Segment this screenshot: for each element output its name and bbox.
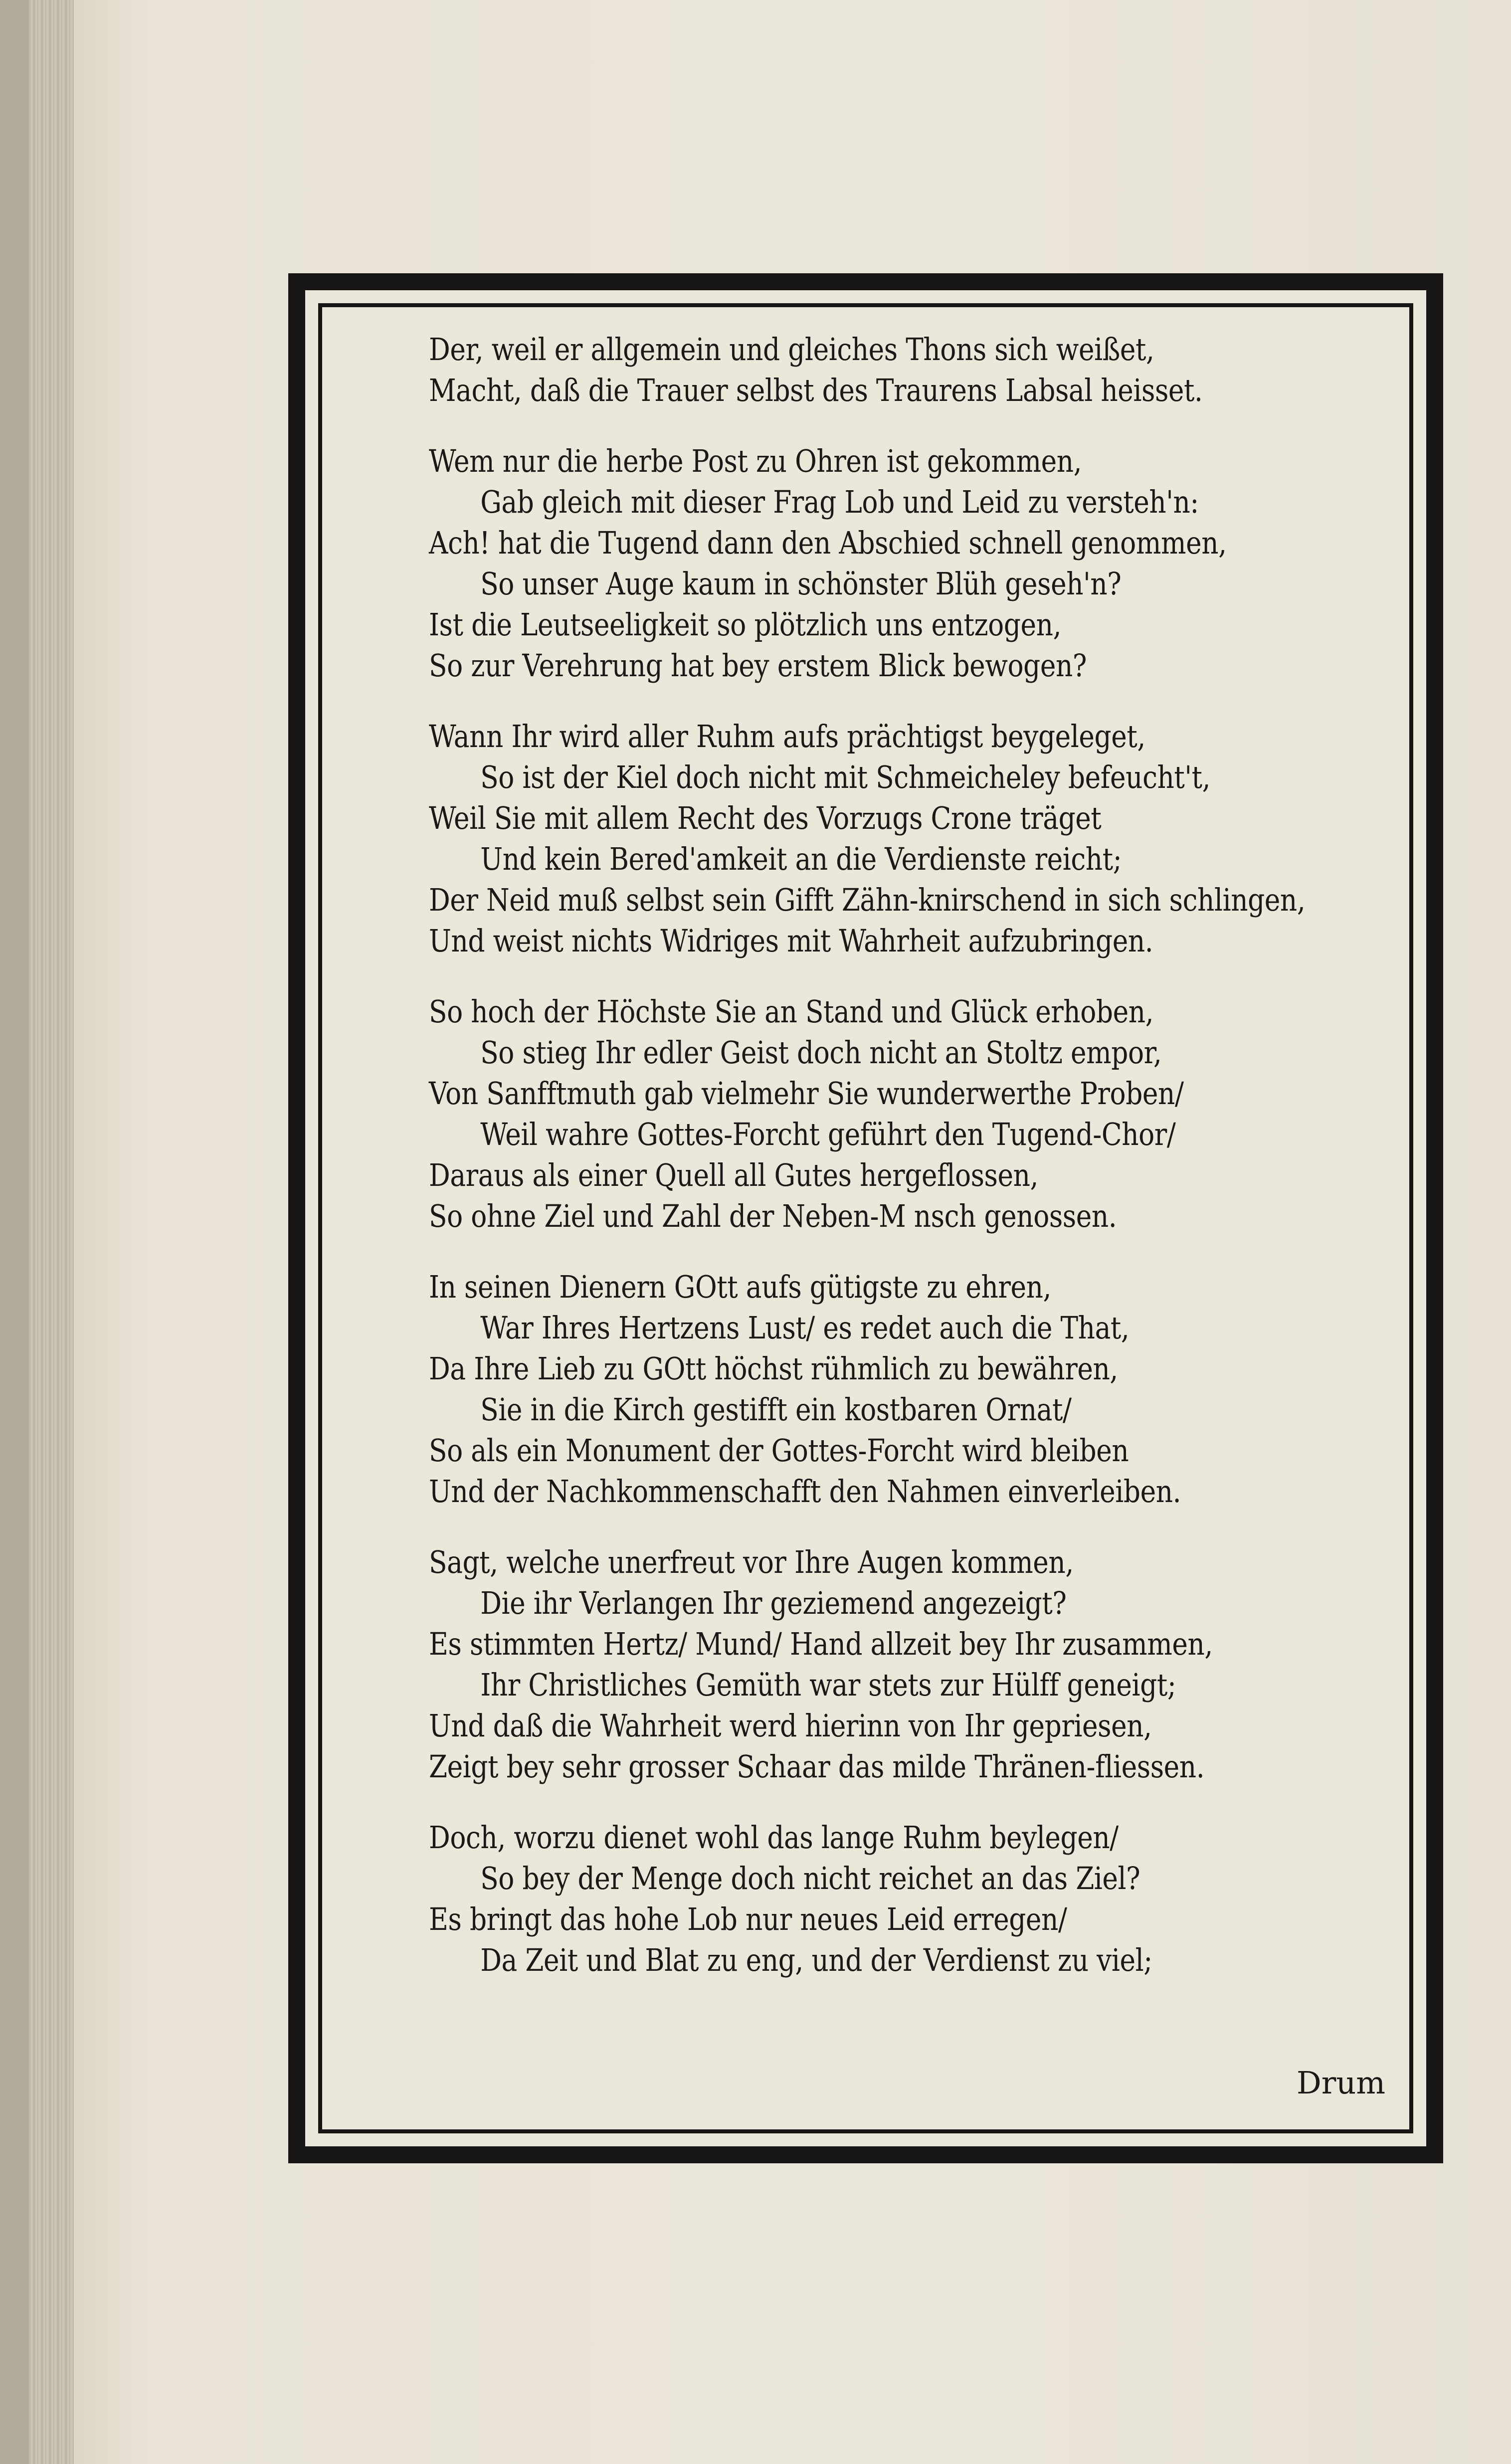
- verse-line: Der, weil er allgemein und gleiches Thons sich weißet,: [429, 331, 1154, 368]
- verse-line: Ach! hat die Tugend dann den Abschied schnell genommen,: [429, 525, 1227, 561]
- stanza: [429, 991, 1396, 1237]
- verse-line: Weil wahre Gottes-Forcht geführt den Tugend-Chor/: [480, 1116, 1176, 1152]
- verse-line: Und daß die Wahrheit werd hierinn von Ihr gepriesen,: [429, 1707, 1152, 1744]
- stanza: [429, 1817, 1396, 1981]
- stanza: [429, 1267, 1396, 1512]
- stanza: [429, 1542, 1396, 1787]
- verse-line: So bey der Menge doch nicht reichet an das Ziel?: [480, 1860, 1140, 1896]
- verse-line: So zur Verehrung hat bey erstem Blick bewogen?: [429, 647, 1087, 684]
- verse-line: Der Neid muß selbst sein Gifft Zähn-knirschend in sich schlingen,: [429, 882, 1306, 918]
- verse-line: Von Sanfftmuth gab vielmehr Sie wunderwerthe Proben/: [429, 1075, 1184, 1112]
- verse-line: So unser Auge kaum in schönster Blüh geseh'n?: [480, 566, 1122, 602]
- verse-line: In seinen Dienern GOtt aufs gütigste zu ehren,: [429, 1269, 1052, 1305]
- verse-line: Daraus als einer Quell all Gutes hergeflossen,: [429, 1157, 1039, 1193]
- verse-line: Da Zeit und Blat zu eng, und der Verdienst zu viel;: [480, 1942, 1152, 1978]
- verse-line: Sie in die Kirch gestifft ein kostbaren Ornat/: [480, 1391, 1072, 1428]
- verse-line: Doch, worzu dienet wohl das lange Ruhm beylegen/: [429, 1819, 1119, 1856]
- verse-line: Es bringt das hohe Lob nur neues Leid erregen/: [429, 1901, 1067, 1937]
- stanza: [429, 329, 1396, 411]
- verse-line: So ohne Ziel und Zahl der Neben-M nsch genossen.: [429, 1198, 1117, 1234]
- verse-line: So als ein Monument der Gottes-Forcht wird bleiben: [429, 1432, 1129, 1469]
- verse-line: Macht, daß die Trauer selbst des Traurens Labsal heisset.: [429, 372, 1203, 408]
- verse-line: Da Ihre Lieb zu GOtt höchst rühmlich zu bewähren,: [429, 1350, 1118, 1387]
- stanza: [429, 441, 1396, 686]
- verse-line: So stieg Ihr edler Geist doch nicht an Stoltz empor,: [480, 1034, 1162, 1071]
- page-gutter: [29, 0, 74, 2464]
- verse-line: Zeigt bey sehr grosser Schaar das milde Thränen-fliessen.: [429, 1748, 1205, 1785]
- verse-line: Und weist nichts Widriges mit Wahrheit aufzubringen.: [429, 923, 1153, 959]
- catchword: Drum: [1297, 2065, 1386, 2101]
- verse-line: Wann Ihr wird aller Ruhm aufs prächtigst beygeleget,: [429, 718, 1145, 755]
- verse-line: Und der Nachkommenschafft den Nahmen einverleiben.: [429, 1473, 1181, 1510]
- verse-line: Wem nur die herbe Post zu Ohren ist gekommen,: [429, 443, 1082, 479]
- verse-line: Ist die Leutseeligkeit so plötzlich uns entzogen,: [429, 606, 1062, 643]
- poem-text: [429, 329, 1396, 2011]
- verse-line: So hoch der Höchste Sie an Stand und Glück erhoben,: [429, 993, 1154, 1030]
- verse-line: Gab gleich mit dieser Frag Lob und Leid zu versteh'n:: [480, 484, 1199, 520]
- verse-line: Es stimmten Hertz/ Mund/ Hand allzeit bey Ihr zusammen,: [429, 1626, 1213, 1662]
- verse-line: Sagt, welche unerfreut vor Ihre Augen kommen,: [429, 1544, 1074, 1580]
- stanza: [429, 716, 1396, 961]
- verse-line: Ihr Christliches Gemüth war stets zur Hülff geneigt;: [480, 1667, 1176, 1703]
- verse-line: So ist der Kiel doch nicht mit Schmeicheley befeucht't,: [480, 759, 1211, 795]
- verse-line: Weil Sie mit allem Recht des Vorzugs Crone träget: [429, 800, 1102, 836]
- verse-line: Die ihr Verlangen Ihr geziemend angezeigt?: [480, 1585, 1067, 1621]
- verse-line: War Ihres Hertzens Lust/ es redet auch die That,: [480, 1310, 1130, 1346]
- verse-line: Und kein Bered'amkeit an die Verdienste reicht;: [480, 841, 1122, 877]
